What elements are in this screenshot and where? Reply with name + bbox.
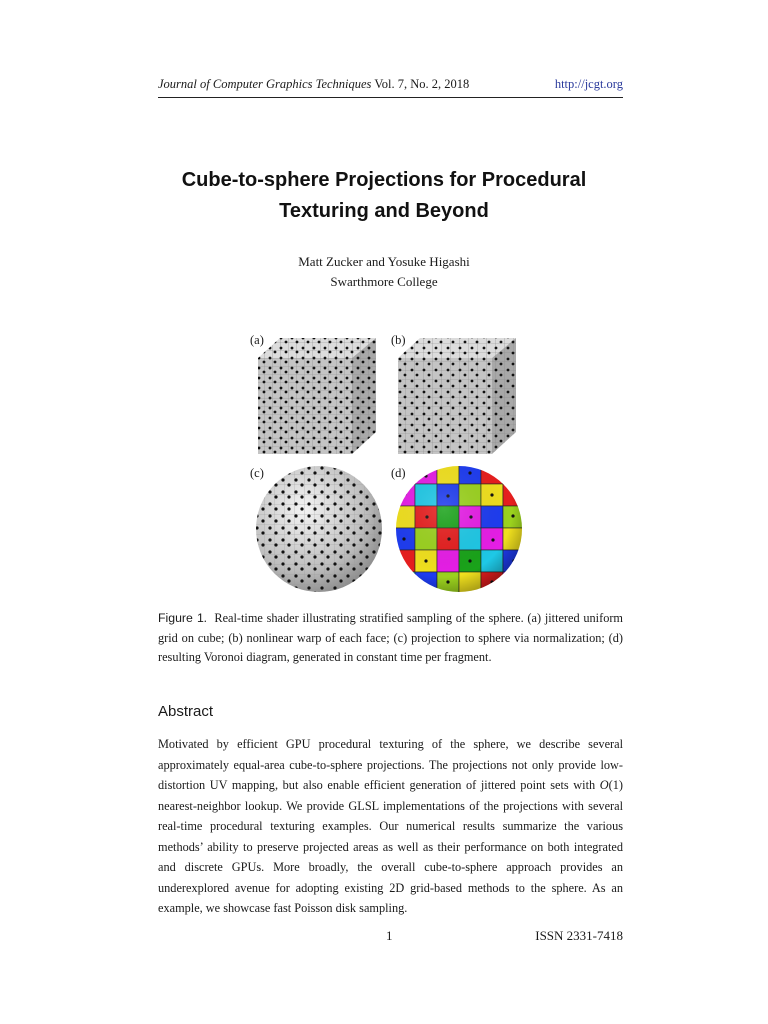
- paper-title: [0, 165, 768, 227]
- panel-label-a: (a): [250, 333, 264, 347]
- page-number: 1: [386, 928, 393, 943]
- figure-panel-a-cube: [256, 334, 380, 456]
- figure-caption-label: Figure 1: [158, 611, 204, 625]
- journal-url-link[interactable]: http://jcgt.org: [554, 77, 623, 91]
- figure-caption-text: Real-time shader illustrating stratified sampling of the sphere. (a) jittered uniform grid on cube; (b) nonlinear warp of each face; (c) projection to sphere via normalization; (d) resulting Voronoi diagram, generated in constant time per fragment.: [158, 611, 624, 664]
- volume-info: Vol. 7, No. 2, 2018: [374, 77, 470, 91]
- journal-name: Journal of Computer Graphics Techniques: [158, 77, 372, 91]
- title-line-1: Cube-to-sphere Projections for Procedural: [181, 169, 587, 191]
- author-affiliation: Swarthmore College: [330, 274, 438, 289]
- figure-panel-b-cube: [396, 334, 520, 456]
- caption-separator: .: [203, 611, 215, 625]
- issn: ISSN 2331-7418: [535, 928, 623, 943]
- panel-label-c: (c): [250, 466, 264, 480]
- abstract-heading: Abstract: [158, 703, 214, 720]
- abstract-text-part-2: nearest-neighbor lookup. We provide GLSL implementations of the projections with several real-time procedural texturing examples. Our numerical results summarize the various methods’ ability to preserve projected areas as well as their performance on both integrated and discrete GPUs. More broadly, the overall cube-to-sphere approach provides an underexplored avenue for adopting existing 2D grid-based methods to the sphere. As an example, we showcase fast Poisson disk sampling.: [158, 798, 623, 915]
- title-line-2: Texturing and Beyond: [279, 200, 489, 222]
- journal-citation: [158, 77, 469, 92]
- abstract-math-argument: (1): [608, 778, 623, 792]
- abstract-text-part-1: Motivated by efficient GPU procedural texturing of the sphere, we describe several approximately equal-area cube-to-sphere projections. The projections not only provide low-distortion UV mapping, but also enable efficient generation of jittered point sets with: [158, 737, 623, 792]
- author-names: Matt Zucker and Yosuke Higashi: [298, 254, 470, 269]
- author-block: [0, 252, 768, 292]
- figure-panel-d-voronoi-sphere: [393, 464, 525, 594]
- abstract-math-symbol: O: [599, 778, 609, 792]
- abstract-body: [158, 734, 623, 919]
- running-header: [158, 77, 623, 98]
- panel-label-b: (b): [391, 333, 406, 347]
- figure-caption: [158, 609, 623, 668]
- panel-label-d: (d): [391, 466, 406, 480]
- figure-panel-c-sphere: [254, 464, 384, 594]
